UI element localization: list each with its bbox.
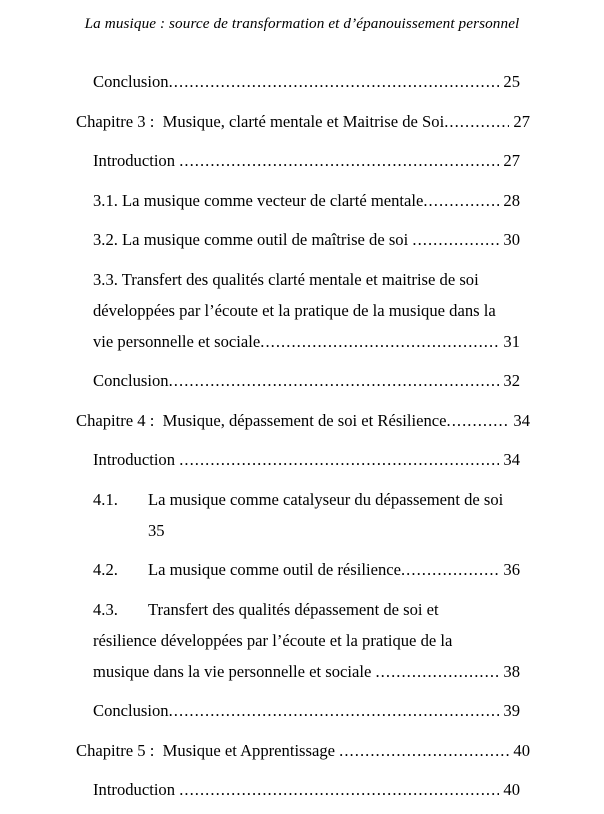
toc-entry-section-4-2[interactable] <box>93 554 520 585</box>
dot-leader <box>375 656 499 687</box>
toc-entry-title-line-2: résilience développées par l’écoute et la pratique de la <box>93 630 453 650</box>
toc-entry-chapitre-4[interactable] <box>76 405 530 436</box>
toc-entry-title-line-1: 3.3. Transfert des qualités clarté mentale et maitrise de soi <box>93 269 479 289</box>
dot-leader <box>179 145 499 176</box>
toc-entry-title: Introduction <box>93 780 180 799</box>
toc-entry-section-3-3[interactable] <box>93 264 520 357</box>
toc-entry-page: 27 <box>503 151 520 170</box>
running-header: La musique : source de transformation et d’épanouissement personnel <box>84 15 520 32</box>
toc-entry-page: 32 <box>503 371 520 390</box>
dot-leader <box>169 695 500 726</box>
toc-entry-page: 27 <box>513 111 530 131</box>
toc-entry-title: La musique comme catalyseur du dépassement de soi <box>148 489 504 509</box>
toc-entry-number: 4.1. <box>93 489 118 509</box>
toc-entry-page: 28 <box>503 190 520 210</box>
toc-entry-section-4-3[interactable] <box>93 594 520 687</box>
toc-entry-page: 34 <box>503 450 520 469</box>
dot-leader <box>447 405 510 436</box>
toc-entry-page: 36 <box>503 560 520 579</box>
toc-entry-title: Conclusion <box>93 701 169 720</box>
toc-entry-page: 25 <box>503 72 520 91</box>
toc-entry-chapitre-3[interactable] <box>76 106 530 137</box>
toc-entry-page: 38 <box>503 661 520 681</box>
toc-entry-title-line-3: vie personnelle et sociale <box>93 331 261 351</box>
dot-leader <box>260 326 499 357</box>
toc-entry-page: 35 <box>148 520 165 540</box>
toc-entry-title: Introduction <box>93 450 180 469</box>
toc-entry-title: 3.1. La musique comme vecteur de clarté mentale <box>93 190 424 210</box>
toc-entry-page: 39 <box>503 701 520 720</box>
toc-entry-title: Conclusion <box>93 72 169 91</box>
toc-entry-introduction-ch3[interactable] <box>93 145 520 176</box>
toc-entry-title: 3.2. La musique comme outil de maîtrise de soi <box>93 230 413 249</box>
toc-entry-title: Chapitre 3 : Musique, clarté mentale et Maitrise de Soi <box>76 111 445 131</box>
toc-entry-title: Chapitre 4 : Musique, dépassement de soi et Résilience <box>76 410 447 430</box>
toc-entry-title-line-3: musique dans la vie personnelle et sociale <box>93 661 376 681</box>
table-of-contents <box>0 66 604 814</box>
toc-entry-title-line-1: Transfert des qualités dépassement de soi et <box>148 599 439 619</box>
toc-entry-introduction-ch5[interactable] <box>93 774 520 805</box>
toc-entry-title: La musique comme outil de résilience <box>148 560 401 579</box>
dot-leader <box>423 185 499 216</box>
toc-entry-title: Conclusion <box>93 371 169 390</box>
dot-leader <box>169 365 500 396</box>
toc-entry-section-4-1[interactable] <box>93 484 520 546</box>
toc-entry-title: Chapitre 5 : Musique et Apprentissage <box>76 740 340 760</box>
dot-leader <box>444 106 509 137</box>
dot-leader <box>179 774 499 805</box>
toc-entry-page-line <box>93 515 520 546</box>
toc-entry-conclusion-ch2[interactable] <box>93 66 520 97</box>
toc-entry-section-3-1[interactable] <box>93 185 520 216</box>
toc-entry-introduction-ch4[interactable] <box>93 444 520 475</box>
toc-entry-title-line-2: développées par l’écoute et la pratique de la musique dans la <box>93 300 496 320</box>
toc-entry-page: 40 <box>513 740 530 760</box>
toc-entry-page: 30 <box>503 230 520 249</box>
toc-entry-chapitre-5[interactable] <box>76 735 530 766</box>
dot-leader <box>179 444 499 475</box>
toc-entry-number: 4.2. <box>93 560 118 579</box>
toc-entry-conclusion-ch3[interactable] <box>93 365 520 396</box>
toc-entry-page: 34 <box>513 410 530 430</box>
toc-entry-page: 31 <box>503 331 520 351</box>
toc-entry-number: 4.3. <box>93 599 118 619</box>
toc-entry-page: 40 <box>503 780 520 799</box>
dot-leader <box>401 554 499 585</box>
dot-leader <box>412 224 499 255</box>
dot-leader <box>339 735 509 766</box>
toc-entry-section-3-2[interactable] <box>93 224 520 255</box>
toc-entry-conclusion-ch4[interactable] <box>93 695 520 726</box>
dot-leader <box>169 66 500 97</box>
toc-entry-title: Introduction <box>93 151 180 170</box>
